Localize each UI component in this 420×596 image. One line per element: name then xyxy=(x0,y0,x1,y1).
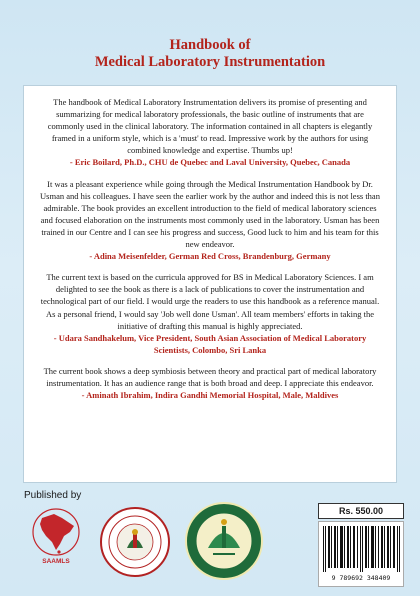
saamls-logo xyxy=(28,506,90,566)
review-2 xyxy=(38,178,382,263)
review-3 xyxy=(38,271,382,356)
review-text: It was a pleasant experience while going through the Medical Instrumentation Handbook by Dr. Usman and his colleagues. I have seen the earlier work by the author and indeed this is not less than admirable. The book provides an excellent introduction to the field of medical laboratory sciences and focused elaboration on the instruments most commonly used in the laboratory. Usman has been trained in our Centre and I can see his progress and success, Good luck to him and his team for this new endeavor. xyxy=(40,178,380,250)
barcode-bars xyxy=(323,526,401,572)
review-text: The handbook of Medical Laboratory Instrumentation delivers its promise of presenting and summarizing for medical laboratory professionals, the basic outline of instruments that are commonly used in the clinical laboratory. The information contained in all chapters is elegantly framed in a uniform style, which is a 'must' to read. Impressive work by the authors for using combined knowledge and expertise. Thumbs up! xyxy=(47,97,373,156)
saamls-logo-text: SAAMLS xyxy=(42,558,70,565)
review-1 xyxy=(38,96,382,169)
nims-seal-logo xyxy=(97,504,173,580)
isbn-number: 9 789692 348409 xyxy=(331,574,391,582)
book-title-line1: Handbook of xyxy=(169,37,251,53)
review-attribution: - Aminath Ibrahim, Indira Gandhi Memorial Hospital, Male, Maldives xyxy=(81,390,339,401)
review-attribution: - Eric Boilard, Ph.D., CHU de Quebec and Laval University, Quebec, Canada xyxy=(69,157,351,168)
isbn-barcode xyxy=(318,521,404,587)
reviews-panel xyxy=(23,85,397,483)
review-attribution: - Adina Meisenfelder, German Red Cross, Brandenburg, Germany xyxy=(89,251,331,262)
university-seal-logo xyxy=(183,500,265,582)
price-label: Rs. 550.00 xyxy=(318,503,404,519)
published-by-label: Published by xyxy=(24,490,82,501)
review-4 xyxy=(38,365,382,401)
review-text: The current text is based on the curricula approved for BS in Medical Laboratory Sciences. I am delighted to see the book as there is a lack of publications to cover the instrumentation and technological part of our field. I would urge the readers to use this handbook as a reference manual. As a personal friend, I would say 'Job well done Usman'. All team members' efforts in taking the initiative of drafting this manual is highly appreciated. xyxy=(40,272,380,331)
book-title-line2: Medical Laboratory Instrumentation xyxy=(94,54,326,70)
review-attribution: - Udara Sandhakelum, Vice President, South Asian Association of Medical Laboratory Scientists, Colombo, Sri Lanka xyxy=(53,332,367,355)
review-text: The current book shows a deep symbiosis between theory and practical part of medical laboratory instrumentation. It has an audience range that is both broad and deep. I appreciate this endeavor. xyxy=(43,365,377,388)
